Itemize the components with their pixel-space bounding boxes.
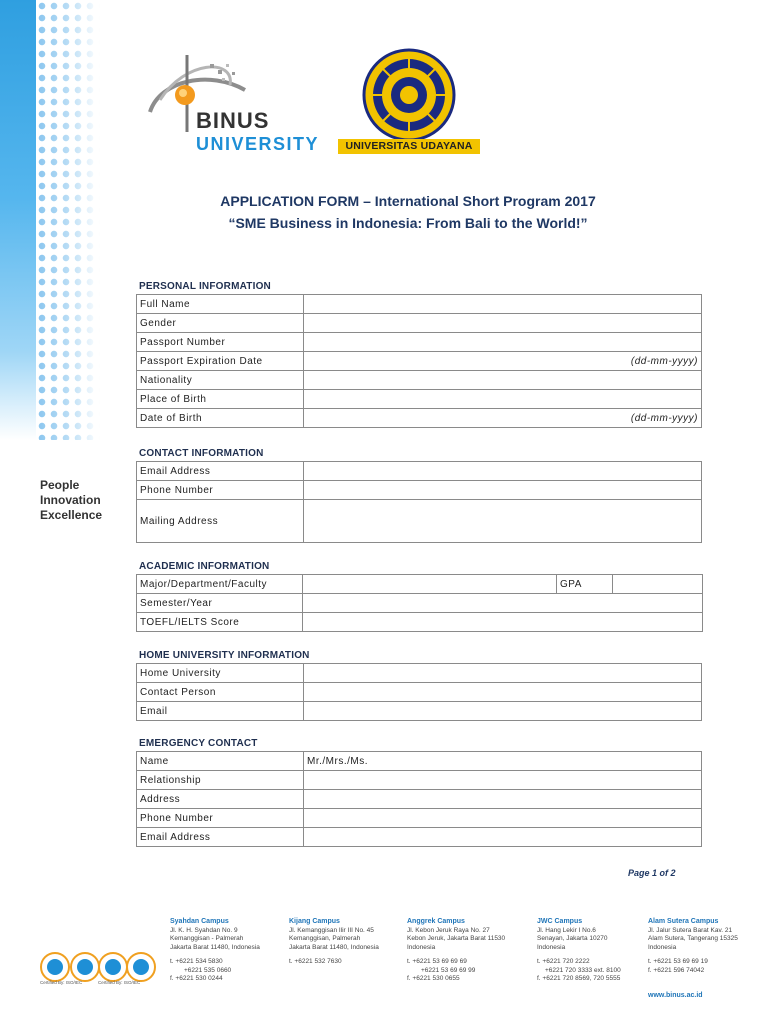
gpa-label: GPA: [557, 575, 613, 594]
iso-cert-icon: [126, 952, 156, 982]
iso-cert-icon: [70, 952, 100, 982]
email-field[interactable]: [304, 462, 702, 481]
row-label: Email: [137, 702, 304, 721]
table-row: [137, 500, 702, 543]
row-label: Phone Number: [137, 809, 304, 828]
personal-table: [136, 294, 702, 428]
row-label: Date of Birth: [137, 409, 304, 428]
table-row: [137, 371, 702, 390]
row-label: Semester/Year: [137, 594, 303, 613]
table-row: [137, 462, 702, 481]
page-number: Page 1 of 2: [628, 868, 676, 878]
table-row: [137, 481, 702, 500]
home-university-table: [136, 663, 702, 721]
table-row: [137, 352, 702, 371]
gender-field[interactable]: [304, 314, 702, 333]
row-label: Major/Department/Faculty: [137, 575, 303, 594]
campus-name: Kijang Campus: [289, 918, 340, 925]
university-wordmark: UNIVERSITY: [196, 134, 320, 154]
table-row: [137, 828, 702, 847]
iso-cert-icon: [40, 952, 70, 982]
campus-address: Indonesia: [407, 943, 436, 951]
relationship-field[interactable]: [304, 771, 702, 790]
row-label: Home University: [137, 664, 304, 683]
campus-phone: t. +6221 534 5830: [170, 958, 223, 965]
place-of-birth-field[interactable]: [304, 390, 702, 409]
semester-year-field[interactable]: [303, 594, 703, 613]
campus-phone: t. +6221 53 69 69 69: [407, 958, 467, 965]
campus-name: Alam Sutera Campus: [648, 918, 719, 925]
campus-address: Kebon Jeruk, Jakarta Barat 11530: [407, 935, 506, 942]
row-label: Email Address: [137, 828, 304, 847]
row-label: Passport Expiration Date: [137, 352, 304, 371]
row-label: Nationality: [137, 371, 304, 390]
table-row: [137, 295, 702, 314]
iso-cert-icon: [98, 952, 128, 982]
nationality-field[interactable]: [304, 371, 702, 390]
campus-address: Senayan, Jakarta 10270: [537, 935, 608, 942]
emergency-phone-field[interactable]: [304, 809, 702, 828]
campus-fax: f. +6221 530 0244: [170, 975, 223, 982]
binus-wordmark: BINUS: [196, 108, 270, 133]
campus-name: JWC Campus: [537, 918, 583, 925]
program-subtitle: “SME Business in Indonesia: From Bali to the World!”: [228, 215, 588, 231]
table-row: [137, 664, 702, 683]
campus-address: Indonesia: [537, 943, 566, 951]
cert-label: Certified By: ISO/IEC: [40, 980, 83, 985]
campus-address: Jl. Kebon Jeruk Raya No. 27: [407, 926, 490, 934]
website-link[interactable]: www.binus.ac.id: [648, 992, 703, 999]
gpa-field[interactable]: [613, 575, 703, 594]
campus-phone: +6221 53 69 69 99: [421, 966, 476, 974]
row-label: Relationship: [137, 771, 304, 790]
campus-syahdan: [170, 918, 260, 984]
row-label: Phone Number: [137, 481, 304, 500]
contact-heading: CONTACT INFORMATION: [139, 448, 264, 459]
mailing-address-field[interactable]: [304, 500, 702, 543]
campus-alam-sutera: [648, 918, 738, 975]
form-title: APPLICATION FORM – International Short Program 2017: [220, 193, 596, 209]
emergency-heading: EMERGENCY CONTACT: [139, 738, 258, 749]
table-row: [137, 409, 702, 428]
emergency-email-field[interactable]: [304, 828, 702, 847]
campus-fax: f. +6221 596 74042: [648, 966, 705, 974]
major-field[interactable]: [303, 575, 557, 594]
table-row: [137, 613, 703, 632]
row-label: Email Address: [137, 462, 304, 481]
udayana-wordmark: UNIVERSITAS UDAYANA: [338, 139, 480, 154]
emergency-address-field[interactable]: [304, 790, 702, 809]
campus-fax: f. +6221 720 8569, 720 5555: [537, 975, 621, 982]
campus-anggrek: [407, 918, 505, 984]
campus-address: Alam Sutera, Tangerang 15325: [648, 935, 738, 942]
campus-address: Indonesia: [648, 943, 677, 951]
table-row: [137, 594, 703, 613]
campus-kijang: [289, 918, 379, 967]
row-label: Mailing Address: [137, 500, 304, 543]
emergency-table: [136, 751, 702, 847]
campus-address: Kemanggisan, Palmerah: [289, 935, 361, 942]
date-of-birth-field[interactable]: (dd-mm-yyyy): [304, 409, 702, 428]
campus-phone: t. +6221 720 2222: [537, 958, 590, 965]
campus-phone: t. +6221 53 69 69 19: [648, 958, 708, 965]
table-row: [137, 752, 702, 771]
home-university-field[interactable]: [304, 664, 702, 683]
table-row: [137, 771, 702, 790]
table-row: [137, 790, 702, 809]
cert-label: Certified By: ISO/IEC: [98, 980, 141, 985]
campus-address: Kemanggisan - Palmerah: [170, 935, 244, 942]
campus-address: Jl. Hang Lekir I No.6: [537, 926, 596, 934]
passport-expiration-field[interactable]: (dd-mm-yyyy): [304, 352, 702, 371]
table-row: [137, 683, 702, 702]
campus-phone: +6221 535 0660: [184, 966, 232, 974]
campus-address: Jakarta Barat 11480, Indonesia: [170, 943, 260, 951]
academic-table: [136, 574, 703, 632]
home-university-heading: HOME UNIVERSITY INFORMATION: [139, 650, 310, 661]
emergency-name-field[interactable]: Mr./Mrs./Ms.: [304, 752, 702, 771]
row-label: Gender: [137, 314, 304, 333]
contact-person-field[interactable]: [304, 683, 702, 702]
row-label: Address: [137, 790, 304, 809]
row-label: Name: [137, 752, 304, 771]
table-row: [137, 390, 702, 409]
campus-address: Jl. Jalur Sutera Barat Kav. 21: [648, 926, 733, 934]
table-row: [137, 333, 702, 352]
table-row: [137, 314, 702, 333]
table-row: [137, 702, 702, 721]
campus-phone: t. +6221 532 7630: [289, 958, 342, 965]
campus-name: Syahdan Campus: [170, 918, 229, 925]
passport-number-field[interactable]: [304, 333, 702, 352]
row-label: TOEFL/IELTS Score: [137, 613, 303, 632]
campus-phone: +6221 720 3333 ext. 8100: [545, 966, 621, 974]
tagline-line: People: [40, 478, 80, 492]
contact-table: [136, 461, 702, 543]
table-row: [137, 575, 703, 594]
row-label: Contact Person: [137, 683, 304, 702]
toefl-ielts-field[interactable]: [303, 613, 703, 632]
row-label: Place of Birth: [137, 390, 304, 409]
udayana-seal-icon: [362, 48, 456, 142]
row-label: Passport Number: [137, 333, 304, 352]
campus-fax: f. +6221 530 0655: [407, 975, 460, 982]
phone-field[interactable]: [304, 481, 702, 500]
campus-jwc: [537, 918, 621, 984]
academic-heading: ACADEMIC INFORMATION: [139, 561, 270, 572]
home-email-field[interactable]: [304, 702, 702, 721]
tagline-line: Excellence: [40, 508, 103, 522]
table-row: [137, 809, 702, 828]
personal-heading: PERSONAL INFORMATION: [139, 281, 271, 292]
full-name-field[interactable]: [304, 295, 702, 314]
campus-address: Jakarta Barat 11480, Indonesia: [289, 943, 379, 951]
campus-name: Anggrek Campus: [407, 918, 465, 925]
tagline: [40, 478, 102, 523]
campus-address: Jl. K. H. Syahdan No. 9: [170, 926, 238, 934]
tagline-line: Innovation: [40, 493, 101, 507]
campus-address: Jl. Kemanggisan Ilir III No. 45: [289, 926, 374, 934]
row-label: Full Name: [137, 295, 304, 314]
